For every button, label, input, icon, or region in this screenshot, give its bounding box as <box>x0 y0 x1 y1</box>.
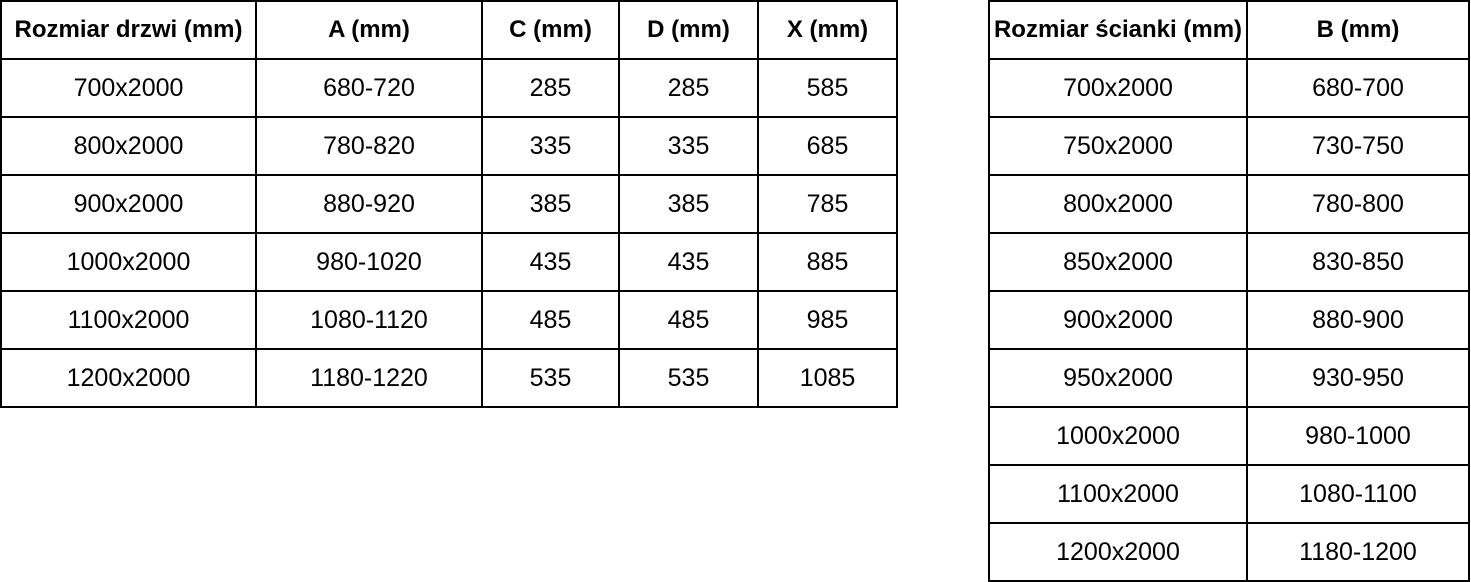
table-cell: 485 <box>619 291 758 349</box>
table-cell: 1085 <box>758 349 897 407</box>
column-header: A (mm) <box>256 1 482 59</box>
table-cell: 335 <box>619 117 758 175</box>
column-header: Rozmiar ścianki (mm) <box>989 1 1247 59</box>
table-cell: 780-800 <box>1247 175 1469 233</box>
table-cell: 1180-1220 <box>256 349 482 407</box>
table-row <box>989 233 1469 291</box>
table-row <box>989 465 1469 523</box>
table-row <box>989 407 1469 465</box>
table-cell: 485 <box>482 291 619 349</box>
table-row <box>989 175 1469 233</box>
column-header: Rozmiar drzwi (mm) <box>1 1 256 59</box>
table-cell: 535 <box>619 349 758 407</box>
table-cell: 800x2000 <box>989 175 1247 233</box>
table-cell: 685 <box>758 117 897 175</box>
table-cell: 285 <box>482 59 619 117</box>
table-cell: 785 <box>758 175 897 233</box>
table-cell: 980-1020 <box>256 233 482 291</box>
table-cell: 930-950 <box>1247 349 1469 407</box>
table-cell: 880-920 <box>256 175 482 233</box>
table-cell: 1100x2000 <box>1 291 256 349</box>
column-header: X (mm) <box>758 1 897 59</box>
table-cell: 800x2000 <box>1 117 256 175</box>
table-cell: 900x2000 <box>989 291 1247 349</box>
table-cell: 385 <box>482 175 619 233</box>
table-cell: 335 <box>482 117 619 175</box>
table-row <box>989 349 1469 407</box>
header-row <box>989 1 1469 59</box>
table-cell: 385 <box>619 175 758 233</box>
table-cell: 1200x2000 <box>989 523 1247 581</box>
column-header: B (mm) <box>1247 1 1469 59</box>
table-cell: 880-900 <box>1247 291 1469 349</box>
header-row <box>1 1 897 59</box>
table-row <box>1 175 897 233</box>
table-row <box>1 117 897 175</box>
table-row <box>989 59 1469 117</box>
table-cell: 680-720 <box>256 59 482 117</box>
table-row <box>1 233 897 291</box>
table-cell: 1000x2000 <box>1 233 256 291</box>
table-cell: 900x2000 <box>1 175 256 233</box>
table-cell: 1080-1120 <box>256 291 482 349</box>
table-row <box>1 349 897 407</box>
table-cell: 1200x2000 <box>1 349 256 407</box>
table-cell: 700x2000 <box>989 59 1247 117</box>
table-row <box>1 291 897 349</box>
table-cell: 535 <box>482 349 619 407</box>
table-cell: 1080-1100 <box>1247 465 1469 523</box>
table-cell: 680-700 <box>1247 59 1469 117</box>
table-cell: 980-1000 <box>1247 407 1469 465</box>
table-row <box>1 59 897 117</box>
table-cell: 950x2000 <box>989 349 1247 407</box>
table-cell: 885 <box>758 233 897 291</box>
table-cell: 850x2000 <box>989 233 1247 291</box>
table-row <box>989 523 1469 581</box>
table-cell: 830-850 <box>1247 233 1469 291</box>
table-cell: 780-820 <box>256 117 482 175</box>
column-header: D (mm) <box>619 1 758 59</box>
column-header: C (mm) <box>482 1 619 59</box>
table-row <box>989 291 1469 349</box>
table-cell: 1100x2000 <box>989 465 1247 523</box>
table-cell: 750x2000 <box>989 117 1247 175</box>
wall-panel-size-table <box>988 0 1470 582</box>
door-size-table <box>0 0 898 408</box>
table-cell: 1000x2000 <box>989 407 1247 465</box>
table-cell: 435 <box>619 233 758 291</box>
table-cell: 1180-1200 <box>1247 523 1469 581</box>
table-cell: 730-750 <box>1247 117 1469 175</box>
table-cell: 585 <box>758 59 897 117</box>
table-cell: 435 <box>482 233 619 291</box>
table-cell: 285 <box>619 59 758 117</box>
table-cell: 700x2000 <box>1 59 256 117</box>
table-cell: 985 <box>758 291 897 349</box>
table-row <box>989 117 1469 175</box>
